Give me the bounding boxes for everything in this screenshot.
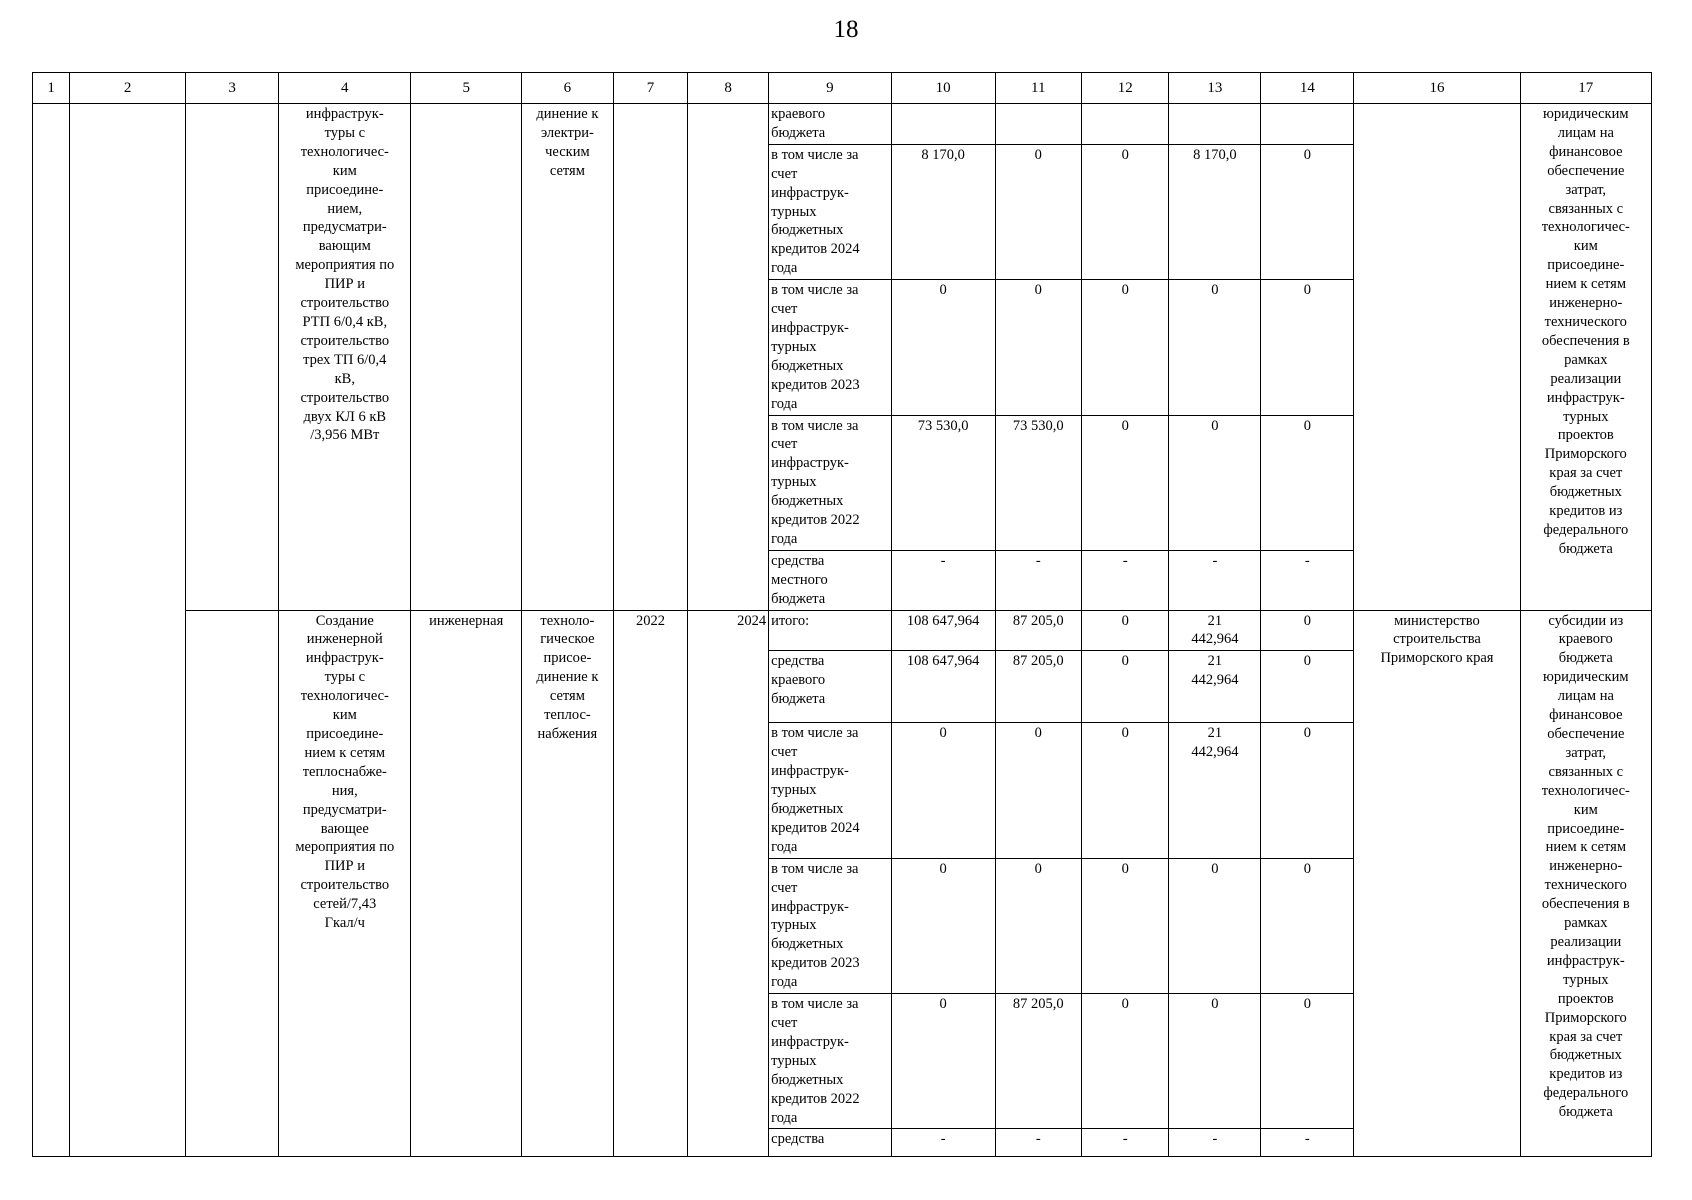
value-c11: 73 530,0 <box>995 415 1081 550</box>
header-col-4: 4 <box>279 73 411 104</box>
header-col-7: 7 <box>613 73 687 104</box>
value-c14: - <box>1261 1129 1354 1157</box>
value-c14 <box>1261 104 1354 145</box>
value-c10: 0 <box>891 280 995 415</box>
value-c11: - <box>995 1129 1081 1157</box>
funding-source: в том числе за счет инфраструк- турных бюджетных кредитов 2022 года <box>769 415 892 550</box>
header-col-6: 6 <box>521 73 613 104</box>
end-year: 2024 <box>688 610 769 1157</box>
value-c12: 0 <box>1081 994 1169 1129</box>
value-c10: 0 <box>891 723 995 858</box>
object-purpose: техноло- гическое присое- динение к сетям теплос- набжения <box>521 610 613 1157</box>
funding-source: средства местного бюджета <box>769 550 892 610</box>
value-c12: 0 <box>1081 415 1169 550</box>
value-c11: 87 205,0 <box>995 610 1081 651</box>
value-c14: 0 <box>1261 994 1354 1129</box>
table-row <box>33 104 1652 145</box>
header-col-17: 17 <box>1520 73 1651 104</box>
financing-description: субсидии из краевого бюджета юридическим лицам на финансовое обеспечение затрат, связанных с технологичес- ким присоедине- нием к сетям инженерно- технического обеспечения в рамках реализации инфраструк- турных проектов Приморского края за счет бюджетных кредитов из федерального бюджета <box>1520 610 1651 1157</box>
value-c13 <box>1169 104 1261 145</box>
value-c13: 0 <box>1169 858 1261 993</box>
page-number: 18 <box>833 16 859 43</box>
header-col-16: 16 <box>1354 73 1520 104</box>
value-c13: 21 442,964 <box>1169 610 1261 651</box>
value-c13: - <box>1169 550 1261 610</box>
value-c11: 87 205,0 <box>995 651 1081 723</box>
value-c12: - <box>1081 550 1169 610</box>
header-col-5: 5 <box>411 73 521 104</box>
value-c13: 0 <box>1169 280 1261 415</box>
value-c10 <box>891 104 995 145</box>
object-purpose: динение к электри- ческим сетям <box>521 104 613 611</box>
value-c10: - <box>891 550 995 610</box>
value-c11: 0 <box>995 723 1081 858</box>
col3-cell <box>186 610 279 1157</box>
value-c14: 0 <box>1261 858 1354 993</box>
value-c13: 8 170,0 <box>1169 144 1261 279</box>
header-col-12: 12 <box>1081 73 1169 104</box>
value-c14: 0 <box>1261 144 1354 279</box>
value-c10: 8 170,0 <box>891 144 995 279</box>
financing-description: юридическим лицам на финансовое обеспечение затрат, связанных с технологичес- ким присоедине- нием к сетям инженерно- технического обеспечения в рамках реализации инфраструк- турных проектов Приморского края за счет бюджетных кредитов из федерального бюджета <box>1520 104 1651 611</box>
header-col-14: 14 <box>1261 73 1354 104</box>
value-c10: 108 647,964 <box>891 610 995 651</box>
header-col-2: 2 <box>70 73 186 104</box>
value-c12: 0 <box>1081 651 1169 723</box>
start-year <box>613 104 687 611</box>
object-description: Создание инженерной инфраструк- туры с технологичес- ким присоедине- нием к сетям теплоснабже- ния, предусматри- вающее мероприятия по ПИР и строительство сетей/7,43 Гкал/ч <box>279 610 411 1157</box>
value-c13: 0 <box>1169 994 1261 1129</box>
col1-cell <box>33 104 70 1157</box>
program-table <box>32 72 1652 1157</box>
value-c12: - <box>1081 1129 1169 1157</box>
value-c14: 0 <box>1261 723 1354 858</box>
col3-cell <box>186 104 279 611</box>
end-year <box>688 104 769 611</box>
header-col-11: 11 <box>995 73 1081 104</box>
value-c10: 108 647,964 <box>891 651 995 723</box>
value-c11: 0 <box>995 858 1081 993</box>
funding-source: в том числе за счет инфраструк- турных бюджетных кредитов 2022 года <box>769 994 892 1129</box>
value-c12: 0 <box>1081 280 1169 415</box>
header-col-3: 3 <box>186 73 279 104</box>
value-c13: - <box>1169 1129 1261 1157</box>
value-c12: 0 <box>1081 144 1169 279</box>
header-col-10: 10 <box>891 73 995 104</box>
value-c11: 87 205,0 <box>995 994 1081 1129</box>
value-c10: 73 530,0 <box>891 415 995 550</box>
col2-cell <box>70 104 186 1157</box>
value-c10: - <box>891 1129 995 1157</box>
value-c14: 0 <box>1261 651 1354 723</box>
header-row <box>33 73 1652 104</box>
funding-source: средства краевого бюджета <box>769 651 892 723</box>
header-col-1: 1 <box>33 73 70 104</box>
funding-source: в том числе за счет инфраструк- турных бюджетных кредитов 2024 года <box>769 144 892 279</box>
funding-source: краевого бюджета <box>769 104 892 145</box>
value-c11: - <box>995 550 1081 610</box>
value-c11: 0 <box>995 144 1081 279</box>
start-year: 2022 <box>613 610 687 1157</box>
value-c11: 0 <box>995 280 1081 415</box>
object-type: инженерная <box>411 610 521 1157</box>
value-c12: 0 <box>1081 858 1169 993</box>
value-c14: 0 <box>1261 280 1354 415</box>
responsible-cell <box>1354 104 1520 611</box>
table-row <box>33 610 1652 651</box>
value-c12 <box>1081 104 1169 145</box>
value-c13: 21 442,964 <box>1169 723 1261 858</box>
funding-source: в том числе за счет инфраструк- турных бюджетных кредитов 2023 года <box>769 858 892 993</box>
object-description: инфраструк- туры с технологичес- ким присоедине- нием, предусматри- вающим мероприятия по ПИР и строительство РТП 6/0,4 кВ, строительство трех ТП 6/0,4 кВ, строительство двух КЛ 6 кВ /3,956 МВт <box>279 104 411 611</box>
value-c13: 0 <box>1169 415 1261 550</box>
header-col-9: 9 <box>769 73 892 104</box>
value-c11 <box>995 104 1081 145</box>
value-c14: - <box>1261 550 1354 610</box>
responsible-authority: министерство строительства Приморского края <box>1354 610 1520 1157</box>
value-c12: 0 <box>1081 610 1169 651</box>
value-c10: 0 <box>891 994 995 1129</box>
header-col-8: 8 <box>688 73 769 104</box>
value-c14: 0 <box>1261 415 1354 550</box>
funding-source: средства <box>769 1129 892 1157</box>
value-c10: 0 <box>891 858 995 993</box>
funding-source: в том числе за счет инфраструк- турных бюджетных кредитов 2024 года <box>769 723 892 858</box>
funding-source: итого: <box>769 610 892 651</box>
value-c13: 21 442,964 <box>1169 651 1261 723</box>
value-c12: 0 <box>1081 723 1169 858</box>
header-col-13: 13 <box>1169 73 1261 104</box>
funding-source: в том числе за счет инфраструк- турных бюджетных кредитов 2023 года <box>769 280 892 415</box>
object-type <box>411 104 521 611</box>
value-c14: 0 <box>1261 610 1354 651</box>
